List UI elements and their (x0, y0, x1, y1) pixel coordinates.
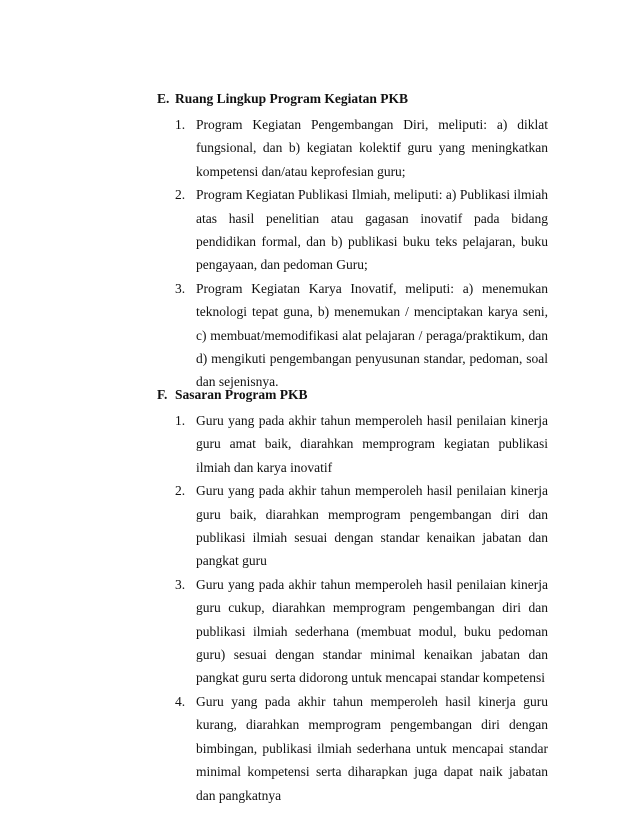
list-item (0, 479, 548, 573)
list-number: 2. (175, 483, 186, 499)
list-item-text: Guru yang pada akhir tahun memperoleh hasil penilaian kinerja guru amat baik, diarahkan memprogram kegiatan publikasi ilmiah dan karya inovatif (196, 413, 548, 475)
list-item-text: Program Kegiatan Pengembangan Diri, meliputi: a) diklat fungsional, dan b) kegiatan kolektif guru yang meningkatkan kompetensi dan/atau keprofesian guru; (196, 117, 548, 179)
list-number: 3. (175, 280, 186, 296)
list-number: 4. (175, 693, 186, 709)
list-item-text: Program Kegiatan Publikasi Ilmiah, meliputi: a) Publikasi ilmiah atas hasil penelitian atau gagasan inovatif pada bidang pendidikan formal, dan b) publikasi buku teks pelajaran, buku pengayaan, dan pedoman Guru; (196, 187, 548, 273)
numbered-list (0, 409, 638, 807)
list-item-text: Guru yang pada akhir tahun memperoleh hasil penilaian kinerja guru cukup, diarahkan memprogram pengembangan diri dan publikasi ilmiah sederhana (membuat modul, buku pedoman guru) sesuai dengan standar minimal kenaikan jabatan dan pangkat guru serta didorong untuk mencapai standar kompetensi (196, 576, 548, 686)
list-item (0, 573, 548, 690)
section-heading (157, 386, 308, 404)
numbered-list (0, 113, 638, 394)
list-item-text: Guru yang pada akhir tahun memperoleh hasil kinerja guru kurang, diarahkan memprogram pengembangan diri dengan bimbingan, publikasi ilmiah sederhana untuk mencapai standar minimal kompetensi serta diharapkan juga dapat naik jabatan dan pangkatnya (196, 693, 548, 803)
section-letter: F. (157, 387, 168, 402)
list-number: 1. (175, 117, 186, 132)
list-item (0, 183, 548, 277)
list-number: 2. (175, 187, 186, 203)
list-item-text: Program Kegiatan Karya Inovatif, meliputi: a) menemukan teknologi tepat guna, b) menemukan / menciptakan karya seni, c) membuat/memodifikasi alat pelajaran / peraga/praktikum, dan d) mengikuti pengembangan penyusunan standar, pedoman, soal dan sejenisnya. (196, 280, 548, 390)
list-number: 1. (175, 413, 186, 428)
list-item-text: Guru yang pada akhir tahun memperoleh hasil penilaian kinerja guru baik, diarahkan memprogram pengembangan diri dan publikasi ilmiah sesuai dengan standar kenaikan jabatan dan pangkat guru (196, 483, 548, 569)
section-title: Ruang Lingkup Program Kegiatan PKB (175, 91, 409, 106)
list-number: 3. (175, 576, 186, 592)
list-item (0, 113, 548, 183)
section-letter: E. (157, 91, 170, 106)
list-item (0, 690, 548, 807)
list-item (0, 409, 548, 479)
section-heading (157, 90, 408, 108)
list-item (0, 277, 548, 394)
section-title: Sasaran Program PKB (175, 387, 308, 402)
